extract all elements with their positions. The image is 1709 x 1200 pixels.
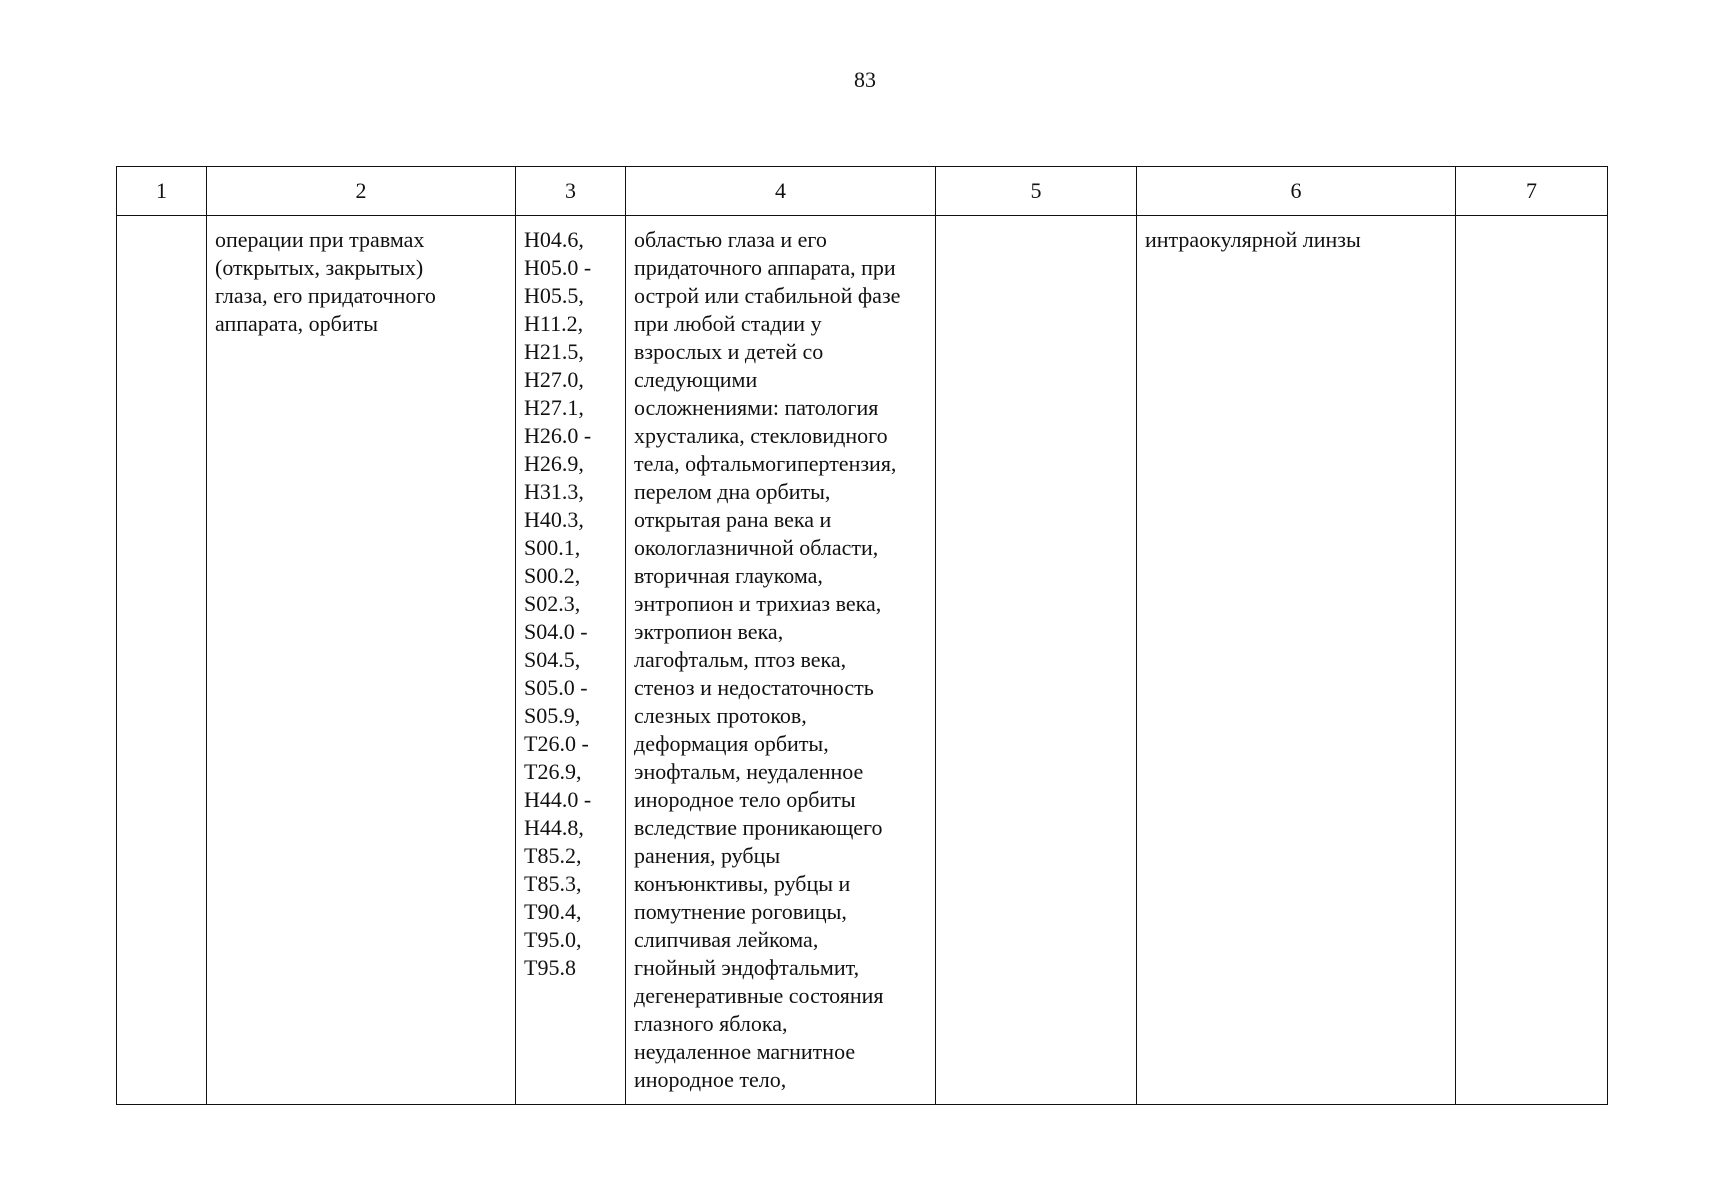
column-header-3: 3	[516, 167, 626, 216]
column-header-7: 7	[1456, 167, 1608, 216]
cell-col5	[936, 216, 1137, 1105]
cell-col5-text	[936, 216, 1136, 226]
condition-description: областью глаза и его придаточного аппарата, при острой или стабильной фазе при любой стадии у взрослых и детей со следующими осложнениями: патология хрусталика, стекловидного тела, офтальмогипертензия, перелом дна орбиты, открытая рана века и окологлазничной области, вторичная глаукома, энтропион и трихиаз века, эктропион века, лагофтальм, птоз века, стеноз и недостаточность слезных протоков, деформация орбиты, энофтальм, неудаленное инородное тело орбиты вследствие проникающего ранения, рубцы конъюнктивы, рубцы и помутнение роговицы, слипчивая лейкома, гнойный эндофтальмит, дегенеративные состояния глазного яблока, неудаленное магнитное инородное тело,	[634, 227, 901, 1092]
table-header-row	[117, 167, 1608, 216]
diagnosis-codes: H04.6, H05.0 - H05.5, H11.2, H21.5, H27.0, H27.1, H26.0 - H26.9, H31.3, H40.3, S00.1, S00.2, S02.3, S04.0 - S04.5, S05.0 - S05.9, T26.0 - T26.9, H44.0 - H44.8, T85.2, T85.3, T90.4, T95.0, T95.8	[524, 227, 592, 980]
treatment-method: интраокулярной линзы	[1145, 227, 1361, 252]
cell-col4	[626, 216, 936, 1105]
document-table	[116, 166, 1608, 1105]
column-header-1: 1	[117, 167, 207, 216]
column-header-4: 4	[626, 167, 936, 216]
page-number: 83	[854, 67, 876, 92]
cell-col1	[117, 216, 207, 1105]
cell-col6	[1137, 216, 1456, 1105]
operation-description: операции при травмах (открытых, закрытых) глаза, его придаточного аппарата, орбиты	[215, 227, 436, 336]
column-header-2: 2	[207, 167, 516, 216]
cell-col1-text	[117, 216, 206, 226]
column-header-6: 6	[1137, 167, 1456, 216]
cell-col7	[1456, 216, 1608, 1105]
cell-col7-text	[1456, 216, 1607, 226]
column-header-5: 5	[936, 167, 1137, 216]
table-row	[117, 216, 1608, 1105]
cell-col3	[516, 216, 626, 1105]
cell-col2	[207, 216, 516, 1105]
